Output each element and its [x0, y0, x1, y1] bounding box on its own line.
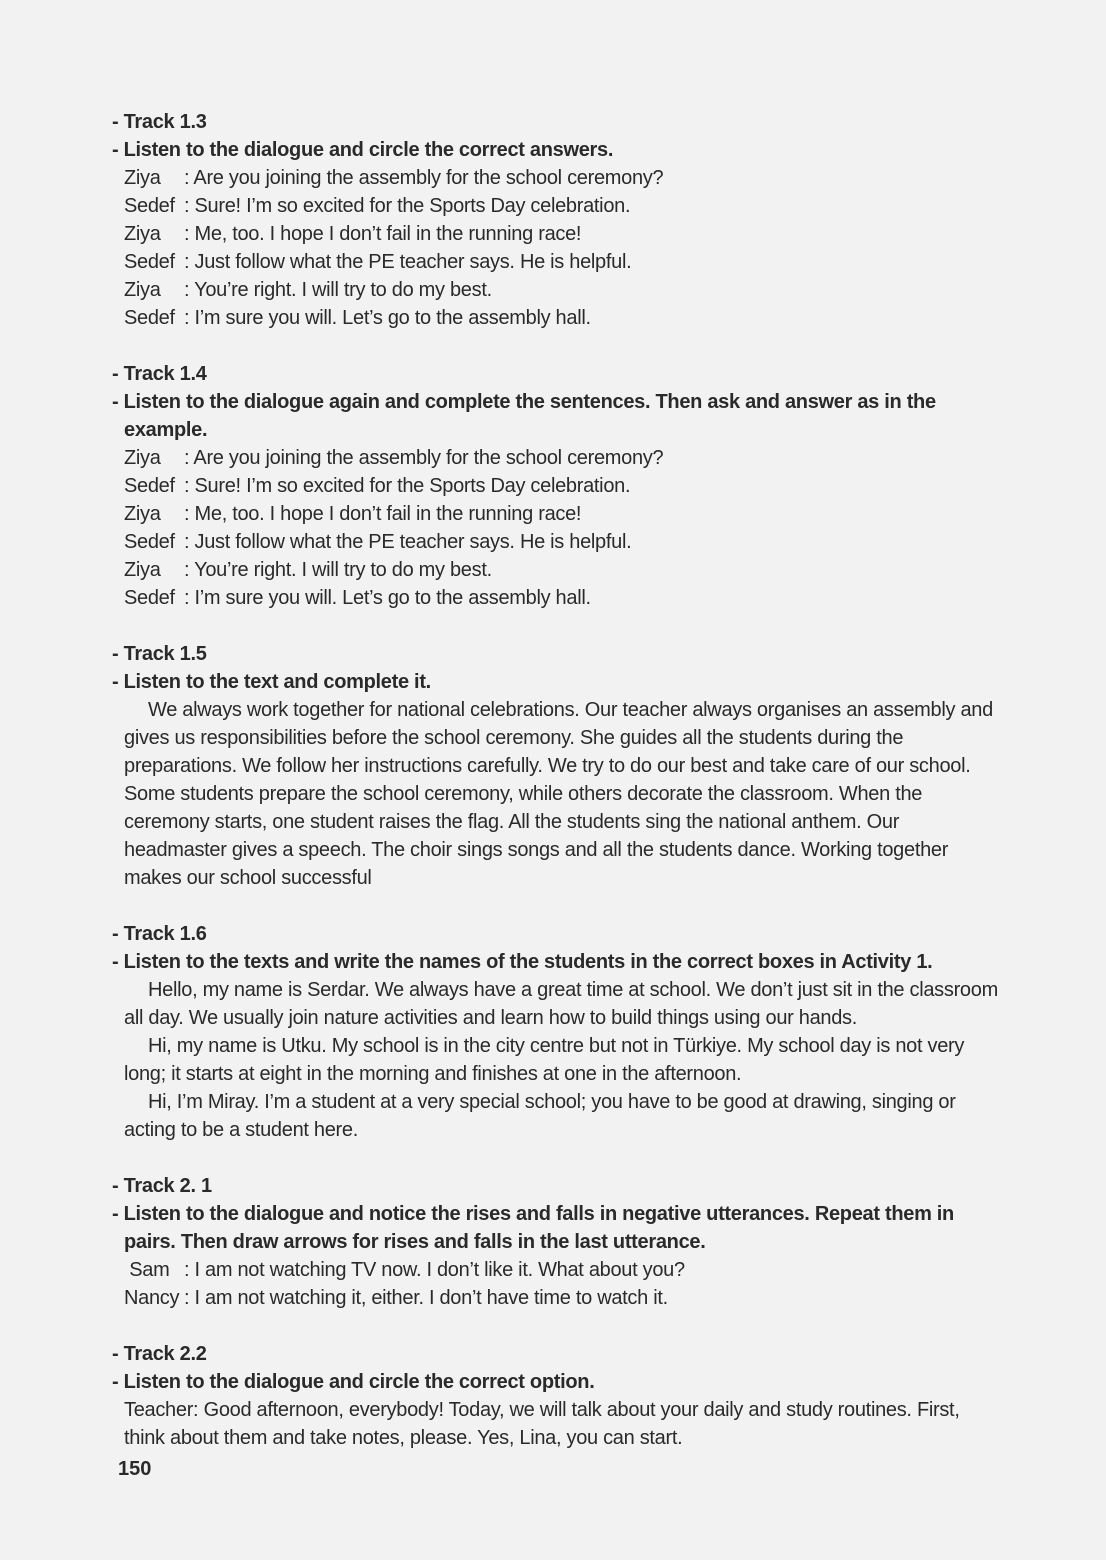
dialogue-text: : Sure! I’m so excited for the Sports Day celebration. — [184, 195, 631, 217]
track-1-6-section — [112, 920, 1002, 1144]
dialogue-line — [112, 444, 1002, 472]
dialogue-text: : Just follow what the PE teacher says. He is helpful. — [184, 531, 632, 553]
dialogue-line — [112, 472, 1002, 500]
track-1-3-section — [112, 108, 1002, 332]
speaker-name: Ziya — [124, 447, 161, 469]
dialogue-text: : Me, too. I hope I don’t fail in the running race! — [184, 223, 582, 245]
track-2-1-section — [112, 1172, 1002, 1312]
dialogue-text: : Sure! I’m so excited for the Sports Day celebration. — [184, 475, 631, 497]
speaker-name: Sedef — [124, 195, 175, 217]
track-instruction: - Listen to the dialogue and notice the rises and falls in negative utterances. Repeat them in pairs. Then draw arrows for rises and falls in the last utterance. — [112, 1203, 954, 1253]
dialogue-text: : You’re right. I will try to do my best. — [184, 279, 492, 301]
dialogue-line — [112, 1284, 1002, 1312]
track-1-5-section — [112, 640, 1002, 892]
dialogue-line — [112, 528, 1002, 556]
track-heading: - Track 2. 1 — [112, 1175, 212, 1197]
transcript-paragraph — [112, 1032, 1002, 1088]
dialogue-text: : Just follow what the PE teacher says. He is helpful. — [184, 251, 632, 273]
dialogue-line — [112, 500, 1002, 528]
dialogue-line — [112, 1256, 1002, 1284]
track-instruction: - Listen to the dialogue and circle the correct option. — [112, 1371, 595, 1393]
track-1-4-section — [112, 360, 1002, 612]
track-instruction: - Listen to the text and complete it. — [112, 671, 431, 693]
dialogue-line — [112, 584, 1002, 612]
speaker-name: Sedef — [124, 587, 175, 609]
paragraph-text: We always work together for national celebrations. Our teacher always organises an assembly and gives us responsibilities before the school ceremony. She guides all the students during the preparations. We follow her instructions carefully. We try to do our best and take care of our school. Some students prepare the school ceremony, while others decorate the classroom. When the ceremony starts, one student raises the flag. All the students sing the national anthem. Our headmaster gives a speech. The choir sings songs and all the students dance. Working together makes our school successful — [124, 699, 993, 889]
dialogue-text: : I’m sure you will. Let’s go to the assembly hall. — [184, 587, 591, 609]
paragraph-text: Hi, my name is Utku. My school is in the city centre but not in Türkiye. My school day is not very long; it starts at eight in the morning and finishes at one in the afternoon. — [124, 1035, 965, 1085]
track-2-2-section — [112, 1340, 1002, 1452]
dialogue-text: : You’re right. I will try to do my best. — [184, 559, 492, 581]
dialogue-line — [112, 192, 1002, 220]
dialogue-text: : Are you joining the assembly for the school ceremony? — [184, 447, 664, 469]
speaker-name: Sedef — [124, 475, 175, 497]
track-instruction: - Listen to the dialogue again and complete the sentences. Then ask and answer as in the example. — [112, 391, 936, 441]
dialogue-text: : Me, too. I hope I don’t fail in the running race! — [184, 503, 582, 525]
track-instruction: - Listen to the texts and write the names of the students in the correct boxes in Activity 1. — [112, 951, 933, 973]
dialogue-line — [112, 276, 1002, 304]
speaker-name: Sedef — [124, 307, 175, 329]
track-heading: - Track 1.3 — [112, 111, 207, 133]
dialogue-line — [112, 556, 1002, 584]
track-heading: - Track 1.4 — [112, 363, 207, 385]
speaker-name: Sedef — [124, 251, 175, 273]
transcript-paragraph — [112, 1088, 1002, 1144]
speaker-name: Sam — [124, 1259, 170, 1281]
track-instruction: - Listen to the dialogue and circle the correct answers. — [112, 139, 614, 161]
speaker-name: Ziya — [124, 167, 161, 189]
speaker-name: Ziya — [124, 223, 161, 245]
transcript-paragraph — [112, 976, 1002, 1032]
transcript-content — [112, 108, 1002, 1480]
dialogue-text: : I’m sure you will. Let’s go to the assembly hall. — [184, 307, 591, 329]
dialogue-line — [112, 304, 1002, 332]
track-heading: - Track 2.2 — [112, 1343, 207, 1365]
dialogue-line — [112, 220, 1002, 248]
page-number: 150 — [118, 1458, 152, 1480]
dialogue-line — [112, 164, 1002, 192]
paragraph-text: Hi, I’m Miray. I’m a student at a very special school; you have to be good at drawing, singing or acting to be a student here. — [124, 1091, 956, 1141]
transcript-paragraph: Teacher: Good afternoon, everybody! Today, we will talk about your daily and study routines. First, think about them and take notes, please. Yes, Lina, you can start. — [124, 1399, 960, 1449]
speaker-name: Sedef — [124, 531, 175, 553]
dialogue-line — [112, 248, 1002, 276]
speaker-name: Ziya — [124, 559, 161, 581]
dialogue-text: : I am not watching it, either. I don’t have time to watch it. — [184, 1287, 668, 1309]
transcript-paragraph — [112, 696, 1002, 892]
paragraph-text: Hello, my name is Serdar. We always have a great time at school. We don’t just sit in the classroom all day. We usually join nature activities and learn how to build things using our hands. — [124, 979, 998, 1029]
track-heading: - Track 1.5 — [112, 643, 207, 665]
track-heading: - Track 1.6 — [112, 923, 207, 945]
speaker-name: Ziya — [124, 279, 161, 301]
speaker-name: Ziya — [124, 503, 161, 525]
dialogue-text: : I am not watching TV now. I don’t like it. What about you? — [184, 1259, 685, 1281]
dialogue-text: : Are you joining the assembly for the school ceremony? — [184, 167, 664, 189]
speaker-name: Nancy — [124, 1287, 180, 1309]
